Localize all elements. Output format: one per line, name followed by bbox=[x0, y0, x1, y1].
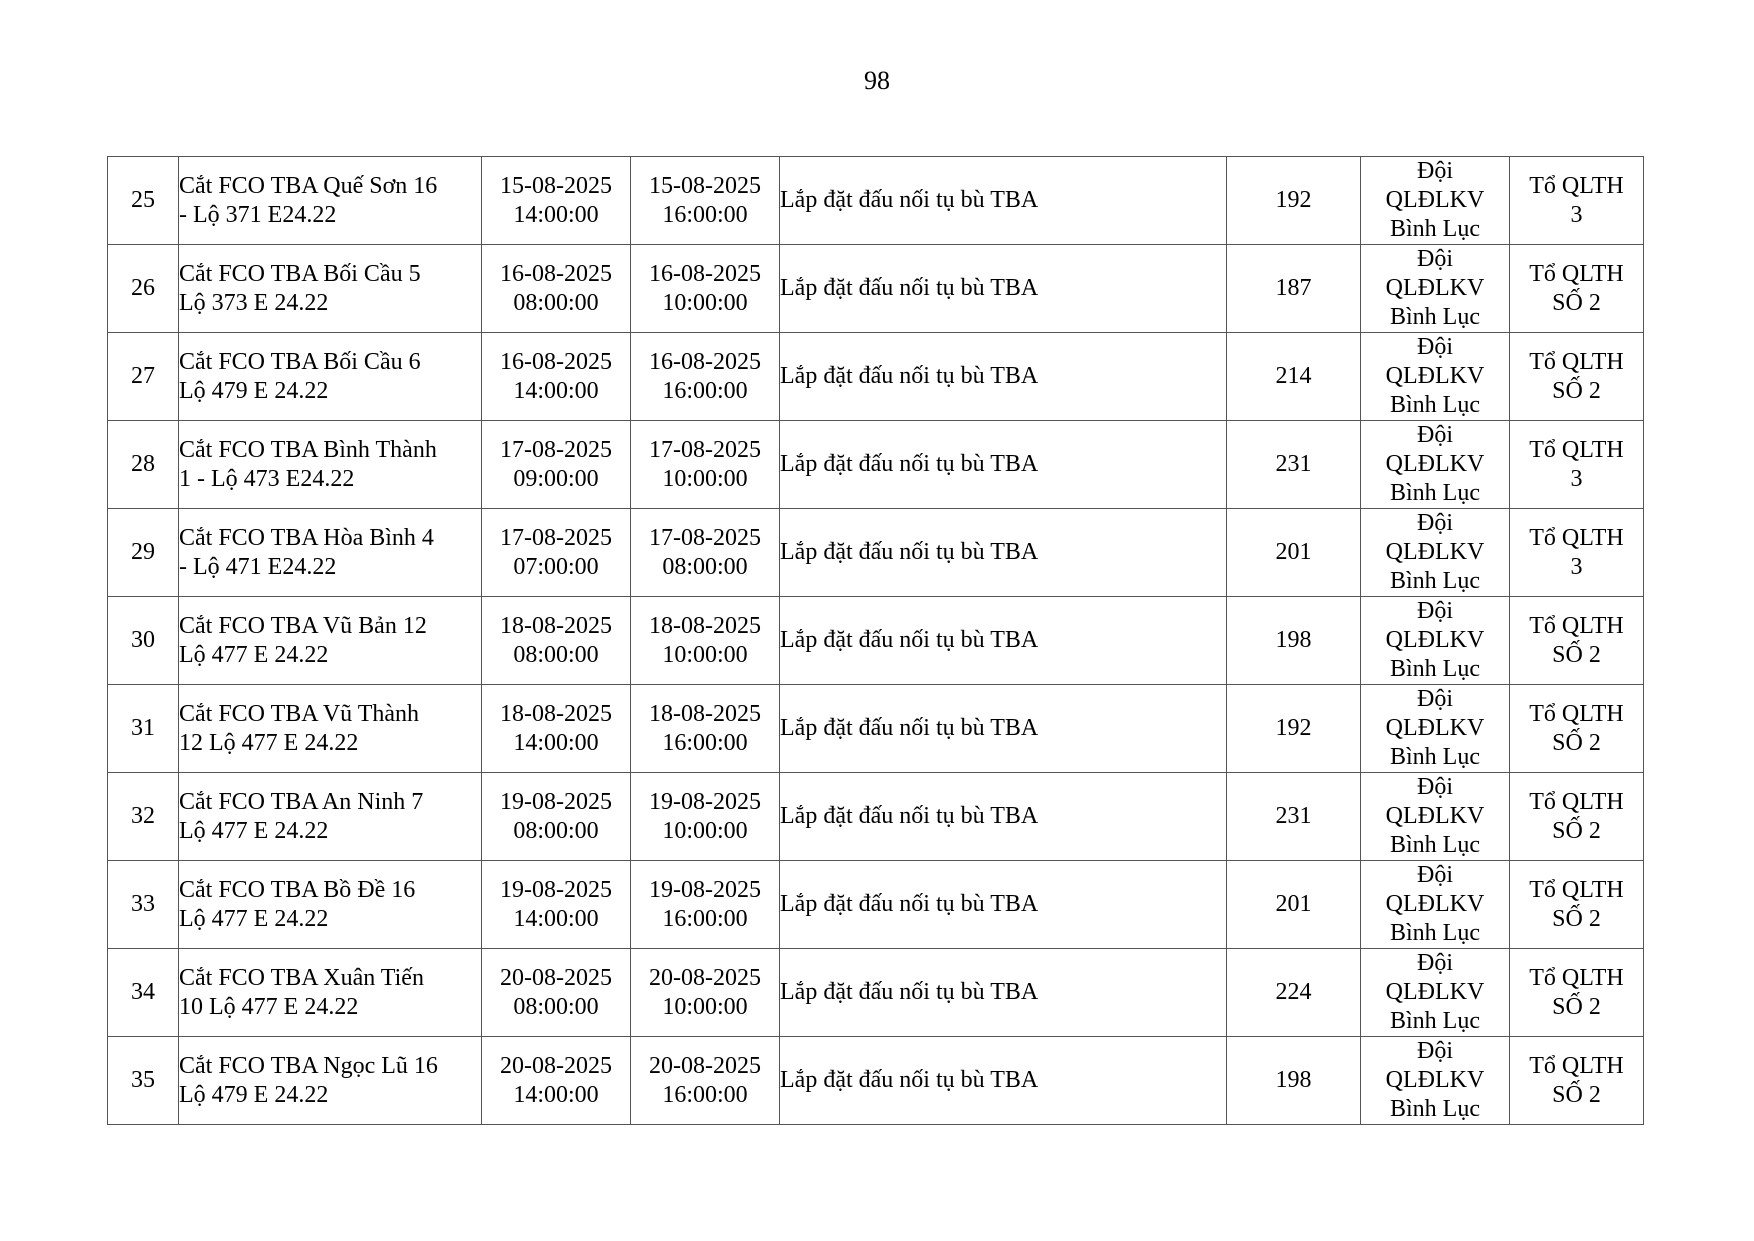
row-number: 33 bbox=[131, 891, 155, 917]
table-body bbox=[108, 157, 1644, 1125]
team-cell bbox=[1510, 773, 1644, 861]
row-number-cell bbox=[108, 509, 179, 597]
customer-count: 231 bbox=[1275, 451, 1312, 477]
start-time: 08:00:00 bbox=[513, 641, 599, 668]
customer-count: 201 bbox=[1275, 539, 1312, 565]
end-time-cell bbox=[631, 861, 780, 949]
end-time-cell bbox=[631, 421, 780, 509]
table-row bbox=[108, 597, 1644, 685]
team-cell bbox=[1510, 421, 1644, 509]
responsible-unit-cell bbox=[1361, 245, 1510, 333]
end-time: 10:00:00 bbox=[662, 289, 748, 316]
customer-count: 214 bbox=[1275, 363, 1312, 389]
description-line-2: Lộ 479 E 24.22 bbox=[179, 377, 329, 404]
description-line-2: 12 Lộ 477 E 24.22 bbox=[179, 729, 359, 756]
page-number: 98 bbox=[864, 66, 890, 95]
work-content-cell bbox=[780, 949, 1227, 1037]
table-row bbox=[108, 421, 1644, 509]
end-time: 16:00:00 bbox=[662, 377, 748, 404]
unit-line-3: Bình Lục bbox=[1390, 392, 1480, 418]
outage-schedule-table bbox=[107, 156, 1644, 1125]
unit-line-1: Đội bbox=[1417, 774, 1453, 800]
row-number-cell bbox=[108, 773, 179, 861]
description-line-1: Cắt FCO TBA Bồ Đề 16 bbox=[179, 876, 416, 903]
unit-line-1: Đội bbox=[1417, 862, 1453, 888]
team-line-2: SỐ 2 bbox=[1552, 377, 1601, 404]
description-line-1: Cắt FCO TBA Ngọc Lũ 16 bbox=[179, 1052, 438, 1079]
customer-count: 187 bbox=[1275, 275, 1312, 301]
outage-description-cell bbox=[179, 333, 482, 421]
start-date: 19-08-2025 bbox=[500, 788, 612, 815]
start-time: 14:00:00 bbox=[513, 729, 599, 756]
responsible-unit-cell bbox=[1361, 597, 1510, 685]
start-time-cell bbox=[482, 421, 631, 509]
customer-count: 231 bbox=[1275, 803, 1312, 829]
description-line-1: Cắt FCO TBA Bối Cầu 5 bbox=[179, 260, 421, 287]
work-content-cell bbox=[780, 597, 1227, 685]
table-row bbox=[108, 509, 1644, 597]
start-time-cell bbox=[482, 1037, 631, 1125]
end-time-cell bbox=[631, 773, 780, 861]
team-cell bbox=[1510, 685, 1644, 773]
start-time-cell bbox=[482, 509, 631, 597]
end-date: 17-08-2025 bbox=[649, 524, 761, 551]
row-number-cell bbox=[108, 245, 179, 333]
end-time: 16:00:00 bbox=[662, 905, 748, 932]
table-row bbox=[108, 949, 1644, 1037]
unit-line-1: Đội bbox=[1417, 422, 1453, 448]
responsible-unit-cell bbox=[1361, 333, 1510, 421]
start-time-cell bbox=[482, 685, 631, 773]
row-number-cell bbox=[108, 597, 179, 685]
work-content: Lắp đặt đấu nối tụ bù TBA bbox=[780, 363, 1039, 389]
row-number-cell bbox=[108, 157, 179, 245]
customer-count-cell bbox=[1227, 1037, 1361, 1125]
work-content: Lắp đặt đấu nối tụ bù TBA bbox=[780, 715, 1039, 741]
team-cell bbox=[1510, 157, 1644, 245]
start-time-cell bbox=[482, 861, 631, 949]
unit-line-3: Bình Lục bbox=[1390, 656, 1480, 682]
responsible-unit-cell bbox=[1361, 773, 1510, 861]
work-content: Lắp đặt đấu nối tụ bù TBA bbox=[780, 1067, 1039, 1093]
customer-count-cell bbox=[1227, 685, 1361, 773]
unit-line-3: Bình Lục bbox=[1390, 480, 1480, 506]
table-row bbox=[108, 245, 1644, 333]
row-number: 34 bbox=[131, 979, 155, 1005]
team-line-1: Tổ QLTH bbox=[1529, 524, 1624, 551]
end-time: 10:00:00 bbox=[662, 993, 748, 1020]
end-time: 16:00:00 bbox=[662, 1081, 748, 1108]
end-date: 18-08-2025 bbox=[649, 700, 761, 727]
customer-count-cell bbox=[1227, 597, 1361, 685]
customer-count: 201 bbox=[1275, 891, 1312, 917]
start-date: 17-08-2025 bbox=[500, 524, 612, 551]
team-cell bbox=[1510, 861, 1644, 949]
team-line-2: SỐ 2 bbox=[1552, 993, 1601, 1020]
unit-line-1: Đội bbox=[1417, 510, 1453, 536]
team-line-2: SỐ 2 bbox=[1552, 641, 1601, 668]
work-content-cell bbox=[780, 333, 1227, 421]
start-time-cell bbox=[482, 773, 631, 861]
unit-line-3: Bình Lục bbox=[1390, 216, 1480, 242]
team-line-1: Tổ QLTH bbox=[1529, 612, 1624, 639]
team-line-1: Tổ QLTH bbox=[1529, 348, 1624, 375]
start-time: 08:00:00 bbox=[513, 817, 599, 844]
end-date: 16-08-2025 bbox=[649, 348, 761, 375]
team-line-2: SỐ 2 bbox=[1552, 729, 1601, 756]
customer-count: 198 bbox=[1275, 627, 1312, 653]
row-number: 32 bbox=[131, 803, 155, 829]
work-content-cell bbox=[780, 421, 1227, 509]
unit-line-3: Bình Lục bbox=[1390, 744, 1480, 770]
start-time: 14:00:00 bbox=[513, 201, 599, 228]
table-row bbox=[108, 333, 1644, 421]
end-time: 08:00:00 bbox=[662, 553, 748, 580]
customer-count-cell bbox=[1227, 333, 1361, 421]
end-date: 20-08-2025 bbox=[649, 964, 761, 991]
end-date: 20-08-2025 bbox=[649, 1052, 761, 1079]
unit-line-1: Đội bbox=[1417, 686, 1453, 712]
responsible-unit-cell bbox=[1361, 1037, 1510, 1125]
row-number: 35 bbox=[131, 1067, 155, 1093]
unit-line-2: QLĐLKV bbox=[1385, 275, 1485, 301]
outage-description-cell bbox=[179, 421, 482, 509]
start-time-cell bbox=[482, 597, 631, 685]
team-line-1: Tổ QLTH bbox=[1529, 964, 1624, 991]
team-line-2: SỐ 2 bbox=[1552, 905, 1601, 932]
team-line-2: SỐ 2 bbox=[1552, 289, 1601, 316]
row-number-cell bbox=[108, 421, 179, 509]
row-number-cell bbox=[108, 333, 179, 421]
team-line-2: SỐ 2 bbox=[1552, 1081, 1601, 1108]
start-date: 20-08-2025 bbox=[500, 964, 612, 991]
description-line-1: Cắt FCO TBA Vũ Bản 12 bbox=[179, 612, 427, 639]
unit-line-2: QLĐLKV bbox=[1385, 187, 1485, 213]
end-date: 16-08-2025 bbox=[649, 260, 761, 287]
end-time-cell bbox=[631, 597, 780, 685]
unit-line-3: Bình Lục bbox=[1390, 304, 1480, 330]
row-number-cell bbox=[108, 685, 179, 773]
work-content: Lắp đặt đấu nối tụ bù TBA bbox=[780, 979, 1039, 1005]
team-cell bbox=[1510, 597, 1644, 685]
end-time-cell bbox=[631, 949, 780, 1037]
customer-count-cell bbox=[1227, 861, 1361, 949]
team-cell bbox=[1510, 245, 1644, 333]
work-content-cell bbox=[780, 685, 1227, 773]
customer-count: 224 bbox=[1275, 979, 1312, 1005]
unit-line-2: QLĐLKV bbox=[1385, 1067, 1485, 1093]
end-time: 10:00:00 bbox=[662, 817, 748, 844]
start-date: 20-08-2025 bbox=[500, 1052, 612, 1079]
team-cell bbox=[1510, 333, 1644, 421]
work-content: Lắp đặt đấu nối tụ bù TBA bbox=[780, 451, 1039, 477]
work-content-cell bbox=[780, 1037, 1227, 1125]
customer-count-cell bbox=[1227, 245, 1361, 333]
customer-count-cell bbox=[1227, 509, 1361, 597]
description-line-2: Lộ 477 E 24.22 bbox=[179, 641, 329, 668]
outage-description-cell bbox=[179, 245, 482, 333]
customer-count-cell bbox=[1227, 773, 1361, 861]
row-number: 26 bbox=[131, 275, 155, 301]
work-content-cell bbox=[780, 861, 1227, 949]
description-line-2: Lộ 479 E 24.22 bbox=[179, 1081, 329, 1108]
end-time-cell bbox=[631, 245, 780, 333]
unit-line-1: Đội bbox=[1417, 598, 1453, 624]
team-cell bbox=[1510, 509, 1644, 597]
end-date: 17-08-2025 bbox=[649, 436, 761, 463]
start-date: 18-08-2025 bbox=[500, 612, 612, 639]
team-cell bbox=[1510, 1037, 1644, 1125]
description-line-2: Lộ 477 E 24.22 bbox=[179, 905, 329, 932]
work-content: Lắp đặt đấu nối tụ bù TBA bbox=[780, 275, 1039, 301]
unit-line-2: QLĐLKV bbox=[1385, 803, 1485, 829]
outage-description-cell bbox=[179, 597, 482, 685]
end-time-cell bbox=[631, 157, 780, 245]
row-number: 29 bbox=[131, 539, 155, 565]
description-line-1: Cắt FCO TBA Bình Thành bbox=[179, 436, 437, 463]
start-date: 18-08-2025 bbox=[500, 700, 612, 727]
start-time-cell bbox=[482, 949, 631, 1037]
end-date: 19-08-2025 bbox=[649, 876, 761, 903]
start-time: 08:00:00 bbox=[513, 993, 599, 1020]
team-line-1: Tổ QLTH bbox=[1529, 876, 1624, 903]
responsible-unit-cell bbox=[1361, 685, 1510, 773]
start-time: 14:00:00 bbox=[513, 905, 599, 932]
outage-description-cell bbox=[179, 1037, 482, 1125]
customer-count: 192 bbox=[1275, 187, 1312, 213]
description-line-2: - Lộ 471 E24.22 bbox=[179, 553, 337, 580]
outage-description-cell bbox=[179, 861, 482, 949]
end-time: 16:00:00 bbox=[662, 201, 748, 228]
description-line-2: 10 Lộ 477 E 24.22 bbox=[179, 993, 359, 1020]
description-line-2: - Lộ 371 E24.22 bbox=[179, 201, 337, 228]
customer-count: 192 bbox=[1275, 715, 1312, 741]
outage-description-cell bbox=[179, 949, 482, 1037]
start-time: 08:00:00 bbox=[513, 289, 599, 316]
unit-line-1: Đội bbox=[1417, 950, 1453, 976]
end-time: 10:00:00 bbox=[662, 465, 748, 492]
row-number-cell bbox=[108, 949, 179, 1037]
outage-description-cell bbox=[179, 157, 482, 245]
row-number: 27 bbox=[131, 363, 155, 389]
unit-line-1: Đội bbox=[1417, 246, 1453, 272]
team-line-2: SỐ 2 bbox=[1552, 817, 1601, 844]
start-time-cell bbox=[482, 333, 631, 421]
unit-line-3: Bình Lục bbox=[1390, 920, 1480, 946]
team-line-1: Tổ QLTH bbox=[1529, 260, 1624, 287]
start-date: 17-08-2025 bbox=[500, 436, 612, 463]
unit-line-2: QLĐLKV bbox=[1385, 363, 1485, 389]
end-time: 16:00:00 bbox=[662, 729, 748, 756]
work-content: Lắp đặt đấu nối tụ bù TBA bbox=[780, 187, 1039, 213]
customer-count-cell bbox=[1227, 157, 1361, 245]
team-cell bbox=[1510, 949, 1644, 1037]
unit-line-2: QLĐLKV bbox=[1385, 715, 1485, 741]
unit-line-1: Đội bbox=[1417, 1038, 1453, 1064]
start-time: 07:00:00 bbox=[513, 553, 599, 580]
unit-line-3: Bình Lục bbox=[1390, 1096, 1480, 1122]
unit-line-3: Bình Lục bbox=[1390, 1008, 1480, 1034]
unit-line-2: QLĐLKV bbox=[1385, 979, 1485, 1005]
team-line-1: Tổ QLTH bbox=[1529, 172, 1624, 199]
responsible-unit-cell bbox=[1361, 509, 1510, 597]
team-line-1: Tổ QLTH bbox=[1529, 788, 1624, 815]
responsible-unit-cell bbox=[1361, 949, 1510, 1037]
end-time-cell bbox=[631, 333, 780, 421]
table-row bbox=[108, 1037, 1644, 1125]
work-content-cell bbox=[780, 245, 1227, 333]
team-line-2: 3 bbox=[1570, 465, 1583, 492]
description-line-2: Lộ 477 E 24.22 bbox=[179, 817, 329, 844]
team-line-2: 3 bbox=[1570, 553, 1583, 580]
row-number-cell bbox=[108, 861, 179, 949]
work-content-cell bbox=[780, 773, 1227, 861]
unit-line-2: QLĐLKV bbox=[1385, 451, 1485, 477]
end-date: 15-08-2025 bbox=[649, 172, 761, 199]
responsible-unit-cell bbox=[1361, 421, 1510, 509]
table-row bbox=[108, 685, 1644, 773]
end-date: 18-08-2025 bbox=[649, 612, 761, 639]
unit-line-2: QLĐLKV bbox=[1385, 891, 1485, 917]
description-line-1: Cắt FCO TBA Vũ Thành bbox=[179, 700, 420, 727]
start-time: 09:00:00 bbox=[513, 465, 599, 492]
work-content: Lắp đặt đấu nối tụ bù TBA bbox=[780, 539, 1039, 565]
start-time: 14:00:00 bbox=[513, 1081, 599, 1108]
description-line-1: Cắt FCO TBA Xuân Tiến bbox=[179, 964, 424, 991]
row-number-cell bbox=[108, 1037, 179, 1125]
start-date: 16-08-2025 bbox=[500, 260, 612, 287]
table-row bbox=[108, 773, 1644, 861]
end-time: 10:00:00 bbox=[662, 641, 748, 668]
description-line-2: Lộ 373 E 24.22 bbox=[179, 289, 329, 316]
outage-description-cell bbox=[179, 685, 482, 773]
unit-line-1: Đội bbox=[1417, 158, 1453, 184]
start-date: 19-08-2025 bbox=[500, 876, 612, 903]
customer-count-cell bbox=[1227, 421, 1361, 509]
customer-count-cell bbox=[1227, 949, 1361, 1037]
table-row bbox=[108, 157, 1644, 245]
responsible-unit-cell bbox=[1361, 861, 1510, 949]
start-date: 16-08-2025 bbox=[500, 348, 612, 375]
work-content-cell bbox=[780, 157, 1227, 245]
team-line-1: Tổ QLTH bbox=[1529, 1052, 1624, 1079]
unit-line-3: Bình Lục bbox=[1390, 568, 1480, 594]
description-line-1: Cắt FCO TBA Quế Sơn 16 bbox=[179, 172, 438, 199]
end-time-cell bbox=[631, 685, 780, 773]
description-line-2: 1 - Lộ 473 E24.22 bbox=[179, 465, 355, 492]
work-content: Lắp đặt đấu nối tụ bù TBA bbox=[780, 627, 1039, 653]
work-content: Lắp đặt đấu nối tụ bù TBA bbox=[780, 891, 1039, 917]
end-time-cell bbox=[631, 1037, 780, 1125]
outage-description-cell bbox=[179, 509, 482, 597]
start-time: 14:00:00 bbox=[513, 377, 599, 404]
start-time-cell bbox=[482, 245, 631, 333]
row-number: 30 bbox=[131, 627, 155, 653]
description-line-1: Cắt FCO TBA Hòa Bình 4 bbox=[179, 524, 434, 551]
table-row bbox=[108, 861, 1644, 949]
start-date: 15-08-2025 bbox=[500, 172, 612, 199]
row-number: 28 bbox=[131, 451, 155, 477]
team-line-1: Tổ QLTH bbox=[1529, 436, 1624, 463]
unit-line-3: Bình Lục bbox=[1390, 832, 1480, 858]
work-content: Lắp đặt đấu nối tụ bù TBA bbox=[780, 803, 1039, 829]
unit-line-1: Đội bbox=[1417, 334, 1453, 360]
row-number: 25 bbox=[131, 187, 155, 213]
team-line-1: Tổ QLTH bbox=[1529, 700, 1624, 727]
end-time-cell bbox=[631, 509, 780, 597]
start-time-cell bbox=[482, 157, 631, 245]
unit-line-2: QLĐLKV bbox=[1385, 627, 1485, 653]
end-date: 19-08-2025 bbox=[649, 788, 761, 815]
description-line-1: Cắt FCO TBA An Ninh 7 bbox=[179, 788, 424, 815]
description-line-1: Cắt FCO TBA Bối Cầu 6 bbox=[179, 348, 421, 375]
outage-description-cell bbox=[179, 773, 482, 861]
team-line-2: 3 bbox=[1570, 201, 1583, 228]
customer-count: 198 bbox=[1275, 1067, 1312, 1093]
responsible-unit-cell bbox=[1361, 157, 1510, 245]
unit-line-2: QLĐLKV bbox=[1385, 539, 1485, 565]
work-content-cell bbox=[780, 509, 1227, 597]
row-number: 31 bbox=[131, 715, 155, 741]
